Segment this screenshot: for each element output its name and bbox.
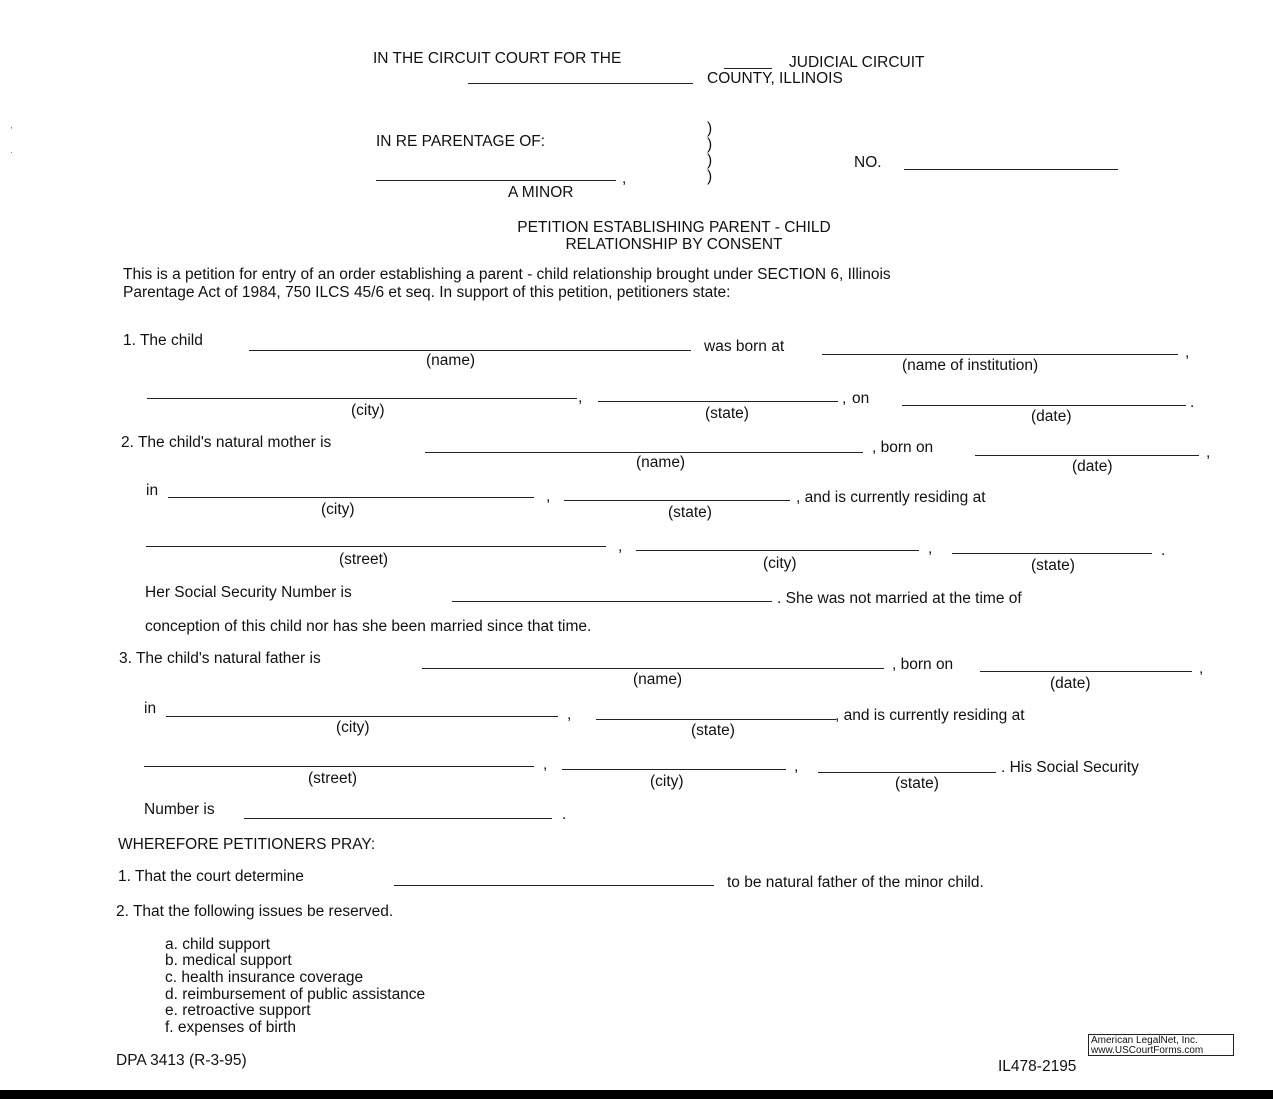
period: . <box>1190 394 1195 411</box>
prayer-1-label: 1. That the court determine <box>118 868 304 885</box>
caption-paren: ) <box>707 168 713 185</box>
mother-state-field[interactable] <box>952 553 1152 554</box>
comma: , <box>618 538 623 555</box>
mother-ssn-field[interactable] <box>452 601 772 602</box>
a-minor-label: A MINOR <box>508 184 574 201</box>
petition-title-line2: RELATIONSHIP BY CONSENT <box>565 236 783 253</box>
issue-item: e. retroactive support <box>165 1002 311 1019</box>
prayer-2-label: 2. That the following issues be reserved. <box>116 903 394 920</box>
issue-item: d. reimbursement of public assistance <box>165 986 426 1003</box>
caption-date: (date) <box>1050 675 1091 692</box>
caption-street: (street) <box>339 551 389 568</box>
form-id: DPA 3413 (R-3-95) <box>116 1052 247 1069</box>
caption-city: (city) <box>336 719 370 736</box>
period: . <box>562 806 567 823</box>
mother-birth-date-field[interactable] <box>975 455 1199 456</box>
caption-city: (city) <box>763 555 797 572</box>
form-code: IL478-2195 <box>998 1058 1077 1075</box>
residing-label: , and is currently residing at <box>835 707 1025 724</box>
mother-birth-state-field[interactable] <box>564 500 790 501</box>
court-header-judicial-circuit: JUDICIAL CIRCUIT <box>789 54 925 71</box>
comma: , <box>546 488 551 505</box>
number-is-label: Number is <box>144 801 215 818</box>
comma: , <box>1185 344 1190 361</box>
institution-field[interactable] <box>822 354 1178 355</box>
scan-edge-bar <box>0 1090 1273 1099</box>
caption-state: (state) <box>895 775 939 792</box>
caption-state: (state) <box>705 405 749 422</box>
comma: , <box>1199 660 1204 677</box>
court-header-county: COUNTY, ILLINOIS <box>707 70 843 87</box>
caption-city: (city) <box>321 501 355 518</box>
father-street-field[interactable] <box>144 766 534 767</box>
case-no-label: NO. <box>854 154 882 171</box>
father-ssn-field[interactable] <box>244 818 552 819</box>
in-label: in <box>146 482 159 499</box>
father-birth-state-field[interactable] <box>596 719 836 720</box>
period: . <box>1161 542 1166 559</box>
caption-name: (name) <box>636 454 686 471</box>
caption-paren: ) <box>707 120 713 137</box>
mother-born-on-label: , born on <box>872 439 934 456</box>
publisher-url: www.USCourtForms.com <box>1091 1045 1204 1056</box>
in-re-parentage-label: IN RE PARENTAGE OF: <box>376 133 546 150</box>
caption-institution: (name of institution) <box>902 357 1039 374</box>
petition-title-line1: PETITION ESTABLISHING PARENT - CHILD <box>517 219 831 236</box>
issue-item: f. expenses of birth <box>165 1019 296 1036</box>
comma: , <box>567 706 572 723</box>
in-label: in <box>144 700 157 717</box>
conception-statement: conception of this child nor has she been married since that time. <box>145 618 592 635</box>
comma: , <box>543 756 548 773</box>
prayer-1-tail: to be natural father of the minor child. <box>727 874 984 891</box>
item2-label: 2. The child's natural mother is <box>121 434 332 451</box>
father-city-field[interactable] <box>562 769 786 770</box>
caption-street: (street) <box>308 770 358 787</box>
child-name-field[interactable] <box>249 350 691 351</box>
margin-mark: . <box>10 145 13 156</box>
mother-street-field[interactable] <box>146 546 606 547</box>
item3-label: 3. The child's natural father is <box>119 650 321 667</box>
mother-name-field[interactable] <box>425 452 863 453</box>
mother-ssn-label: Her Social Security Number is <box>145 584 352 601</box>
father-state-field[interactable] <box>818 772 996 773</box>
caption-date: (date) <box>1072 458 1113 475</box>
case-number-field[interactable] <box>904 169 1118 170</box>
comma: , <box>794 758 799 775</box>
comma: , <box>1206 444 1211 461</box>
item1-label: 1. The child <box>123 332 203 349</box>
birth-date-field[interactable] <box>902 405 1186 406</box>
caption-state: (state) <box>691 722 735 739</box>
caption-state: (state) <box>668 504 712 521</box>
mother-ssn-tail: . She was not married at the time of <box>777 590 1022 607</box>
residing-label: , and is currently residing at <box>796 489 986 506</box>
mother-birth-city-field[interactable] <box>168 497 534 498</box>
publisher-stamp <box>1088 1034 1234 1056</box>
birth-city-field[interactable] <box>147 398 577 399</box>
caption-comma: , <box>622 170 627 187</box>
father-birth-date-field[interactable] <box>980 671 1192 672</box>
caption-name: (name) <box>633 671 683 688</box>
father-ssn-tail: . His Social Security <box>1001 759 1139 776</box>
court-header-line1: IN THE CIRCUIT COURT FOR THE <box>373 50 622 67</box>
judicial-circuit-number-field[interactable] <box>724 68 772 69</box>
father-born-on-label: , born on <box>892 656 954 673</box>
caption-paren: ) <box>707 136 713 153</box>
intro-line1: This is a petition for entry of an order establishing a parent - child relationship brought under SECTION 6, Illinois <box>123 266 891 283</box>
publisher-name: American LegalNet, Inc. <box>1091 1035 1198 1046</box>
issue-item: b. medical support <box>165 952 292 969</box>
issue-item: a. child support <box>165 936 271 953</box>
determined-father-field[interactable] <box>394 885 714 886</box>
intro-line2: Parentage Act of 1984, 750 ILCS 45/6 et seq. In support of this petition, petitioners state: <box>123 284 731 301</box>
caption-state: (state) <box>1031 557 1075 574</box>
comma: , <box>842 390 847 407</box>
was-born-at-label: was born at <box>704 338 785 355</box>
caption-name: (name) <box>426 352 476 369</box>
county-field[interactable] <box>468 83 693 84</box>
father-name-field[interactable] <box>422 668 884 669</box>
comma: , <box>578 389 583 406</box>
caption-city: (city) <box>650 773 684 790</box>
minor-name-field[interactable] <box>376 180 616 181</box>
caption-date: (date) <box>1031 408 1072 425</box>
caption-city: (city) <box>351 402 385 419</box>
father-birth-city-field[interactable] <box>166 716 558 717</box>
comma: , <box>928 540 933 557</box>
margin-mark: , <box>10 120 13 131</box>
mother-city-field[interactable] <box>636 550 919 551</box>
caption-paren: ) <box>707 152 713 169</box>
birth-state-field[interactable] <box>598 401 838 402</box>
on-label: on <box>852 390 870 407</box>
issue-item: c. health insurance coverage <box>165 969 364 986</box>
wherefore-heading: WHEREFORE PETITIONERS PRAY: <box>118 836 376 853</box>
